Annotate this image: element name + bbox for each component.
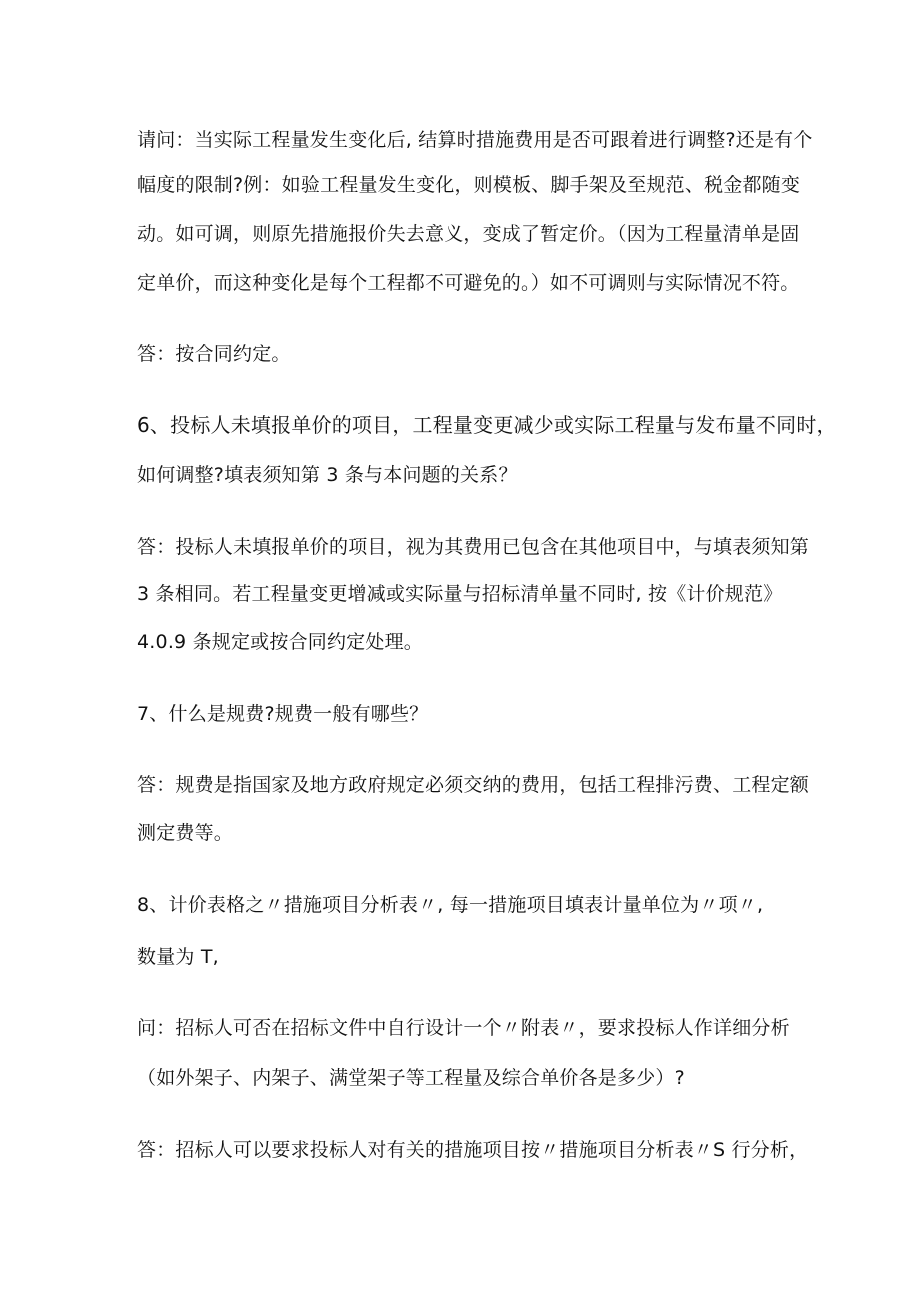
text-line: （如外架子、内架子、满堂架子等工程量及综合单价各是多少）? [137, 1067, 685, 1089]
answer-line: 答：投标人未填报单价的项目，视为其费用已包含在其他项目中，与填表须知第 [137, 536, 810, 558]
text-line: 幅度的限制?例：如验工程量发生变化，则模板、脚手架及至规范、税金都随变 [137, 174, 801, 196]
text-line: 测定费等。 [137, 822, 234, 844]
text-line: 4.0.9 条规定或按合同约定处理。 [137, 631, 423, 653]
text-line: 3 条相同。若工程量变更增减或实际量与招标清单量不同时, 按《计价规范》 [137, 583, 783, 605]
answer-line: 答：规费是指国家及地方政府规定必须交纳的费用，包括工程排污费、工程定额 [137, 774, 810, 796]
text-line: 定单价，而这种变化是每个工程都不可避免的。）如不可调则与实际情况不符。 [137, 272, 800, 294]
text-line: 如何调整?填表须知第 3 条与本问题的关系？ [137, 464, 518, 486]
answer-line: 答：招标人可以要求投标人对有关的措施项目按〃措施项目分析表〃S 行分析， [137, 1139, 809, 1161]
answer-line: 答：按合同约定。 [137, 343, 291, 365]
text-line: 请问：当实际工程量发生变化后, 结算时措施费用是否可跟着进行调整?还是有个 [137, 129, 813, 151]
question-heading: 8、计价表格之〃措施项目分析表〃, 每一措施项目填表计量单位为〃项〃, [137, 894, 764, 916]
text-line: 数量为 T, [137, 946, 219, 968]
question-heading: 7、什么是规费?规费一般有哪些？ [137, 703, 429, 725]
question-line: 问：招标人可否在招标文件中自行设计一个〃附表〃，要求投标人作详细分析 [137, 1017, 790, 1039]
question-heading: 6、投标人未填报单价的项目，工程量变更减少或实际工程量与发布量不同时， [137, 413, 837, 437]
text-line: 动。如可调，则原先措施报价失去意义，变成了暂定价。（因为工程量清单是固 [137, 223, 800, 245]
